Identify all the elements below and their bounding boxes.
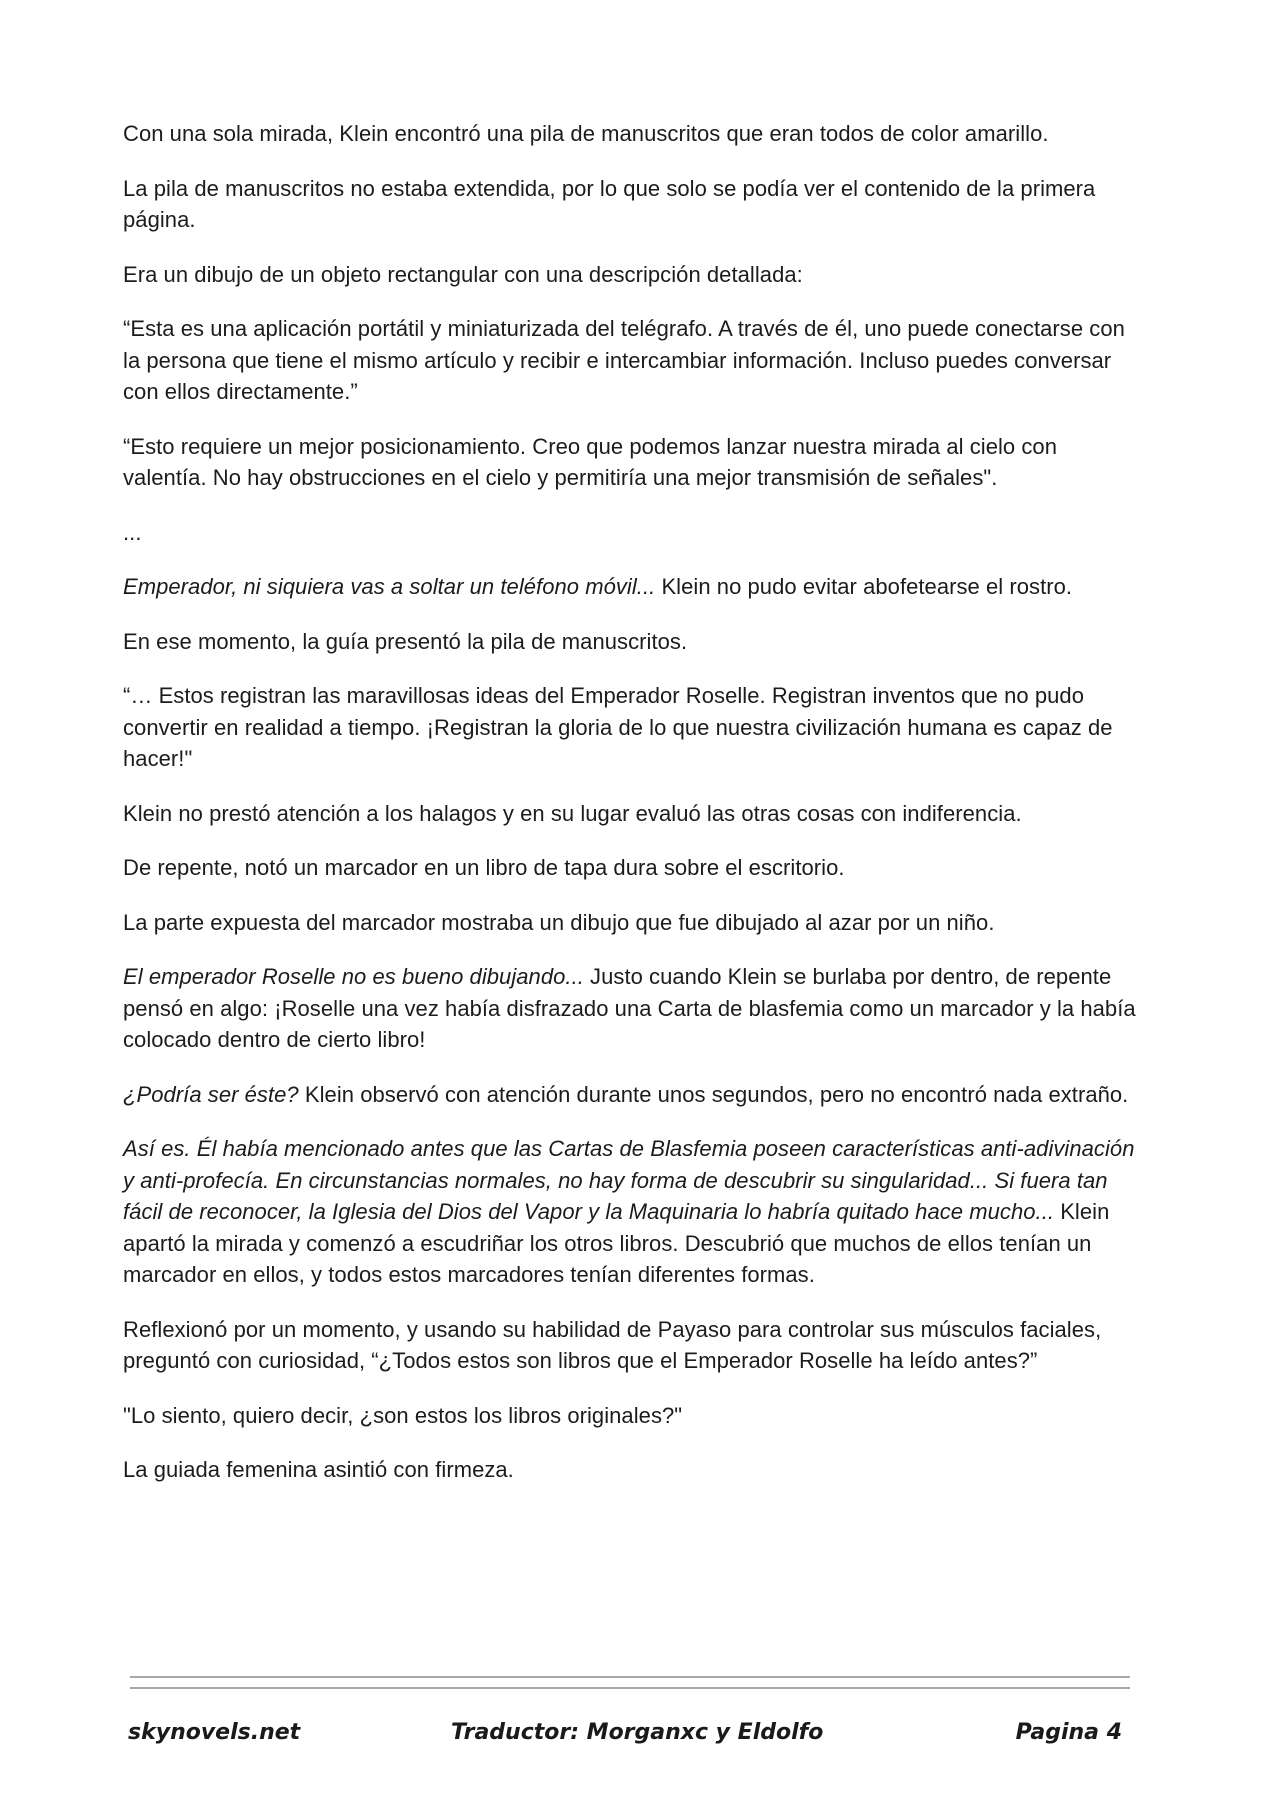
paragraph [123,907,1143,939]
paragraph [123,1133,1143,1291]
document-body [123,118,1143,1509]
paragraph [123,431,1143,494]
paragraph [123,313,1143,408]
paragraph [123,626,1143,658]
text-run: Justo cuando Klein se burlaba por dentro, de repente pensó en algo: ¡Roselle una vez había disfrazado una Carta de blasfemia como un marcador y la había colocado dentro de cierto libro! [123,964,1136,1052]
text-run: Con una sola mirada, Klein encontró una pila de manuscritos que eran todos de color amarillo. [123,121,1049,146]
paragraph [123,798,1143,830]
italic-text-run: Así es. Él había mencionado antes que las Cartas de Blasfemia poseen características anti-adivinación y anti-profecía. En circunstancias normales, no hay forma de descubrir su singularidad... Si fuera tan fácil de reconocer, la Iglesia del Dios del Vapor y la Maquinaria lo habría quitado hace mucho... [123,1136,1135,1224]
text-run: “Esto requiere un mejor posicionamiento. Creo que podemos lanzar nuestra mirada al cielo con valentía. No hay obstrucciones en el cielo y permitiría una mejor transmisión de señales". [123,433,1057,490]
text-run: ... [123,519,142,545]
paragraph [123,1454,1143,1486]
footer-divider-top [130,1676,1130,1678]
paragraph [123,961,1143,1056]
footer-divider-bottom [130,1687,1130,1689]
text-run: “Esta es una aplicación portátil y miniaturizada del telégrafo. A través de él, uno puede conectarse con la persona que tiene el mismo artículo y recibir e intercambiar información. Incluso puedes conversar con ellos directamente.” [123,316,1125,404]
text-run: Klein apartó la mirada y comenzó a escudriñar los otros libros. Descubrió que muchos de ellos tenían un marcador en ellos, y todos estos marcadores tenían diferentes formas. [123,1199,1110,1287]
italic-text-run: Emperador, ni siquiera vas a soltar un teléfono móvil... [123,574,656,599]
paragraph [123,571,1143,603]
paragraph [123,680,1143,775]
paragraph [123,1314,1143,1377]
text-run: Klein no pudo evitar abofetearse el rostro. [655,574,1073,599]
footer-site-name: skynovels.net [128,1720,301,1745]
paragraph [123,259,1143,291]
italic-text-run: El emperador Roselle no es bueno dibujando... [123,964,584,989]
text-run: Reflexionó por un momento, y usando su habilidad de Payaso para controlar sus músculos faciales, preguntó con curiosidad, “¿Todos estos son libros que el Emperador Roselle ha leído antes?” [123,1316,1102,1373]
paragraph [123,173,1143,236]
paragraph [123,118,1143,150]
text-run: La pila de manuscritos no estaba extendida, por lo que solo se podía ver el contenido de la primera página. [123,175,1096,232]
footer-translator-credit: Traductor: Morganxc y Eldolfo [451,1720,824,1745]
text-run: “… Estos registran las maravillosas ideas del Emperador Roselle. Registran inventos que no pudo convertir en realidad a tiempo. ¡Registran la gloria de lo que nuestra civilización humana es capaz de hacer!" [123,683,1113,771]
text-run: Era un dibujo de un objeto rectangular con una descripción detallada: [123,261,803,287]
text-run: Klein observó con atención durante unos segundos, pero no encontró nada extraño. [298,1081,1129,1107]
text-run: En ese momento, la guía presentó la pila de manuscritos. [123,628,688,654]
paragraph [123,517,1143,549]
paragraph [123,852,1143,884]
page-footer [0,1720,1280,1754]
text-run: De repente, notó un marcador en un libro de tapa dura sobre el escritorio. [123,855,845,880]
footer-page-number: Pagina 4 [1015,1720,1122,1745]
text-run: La guiada femenina asintió con firmeza. [123,1457,514,1482]
text-run: La parte expuesta del marcador mostraba un dibujo que fue dibujado al azar por un niño. [123,909,995,935]
paragraph [123,1400,1143,1432]
paragraph [123,1079,1143,1111]
text-run: Klein no prestó atención a los halagos y en su lugar evaluó las otras cosas con indiferencia. [123,800,1022,826]
italic-text-run: ¿Podría ser éste? [123,1081,299,1107]
text-run: "Lo siento, quiero decir, ¿son estos los libros originales?" [123,1402,683,1428]
